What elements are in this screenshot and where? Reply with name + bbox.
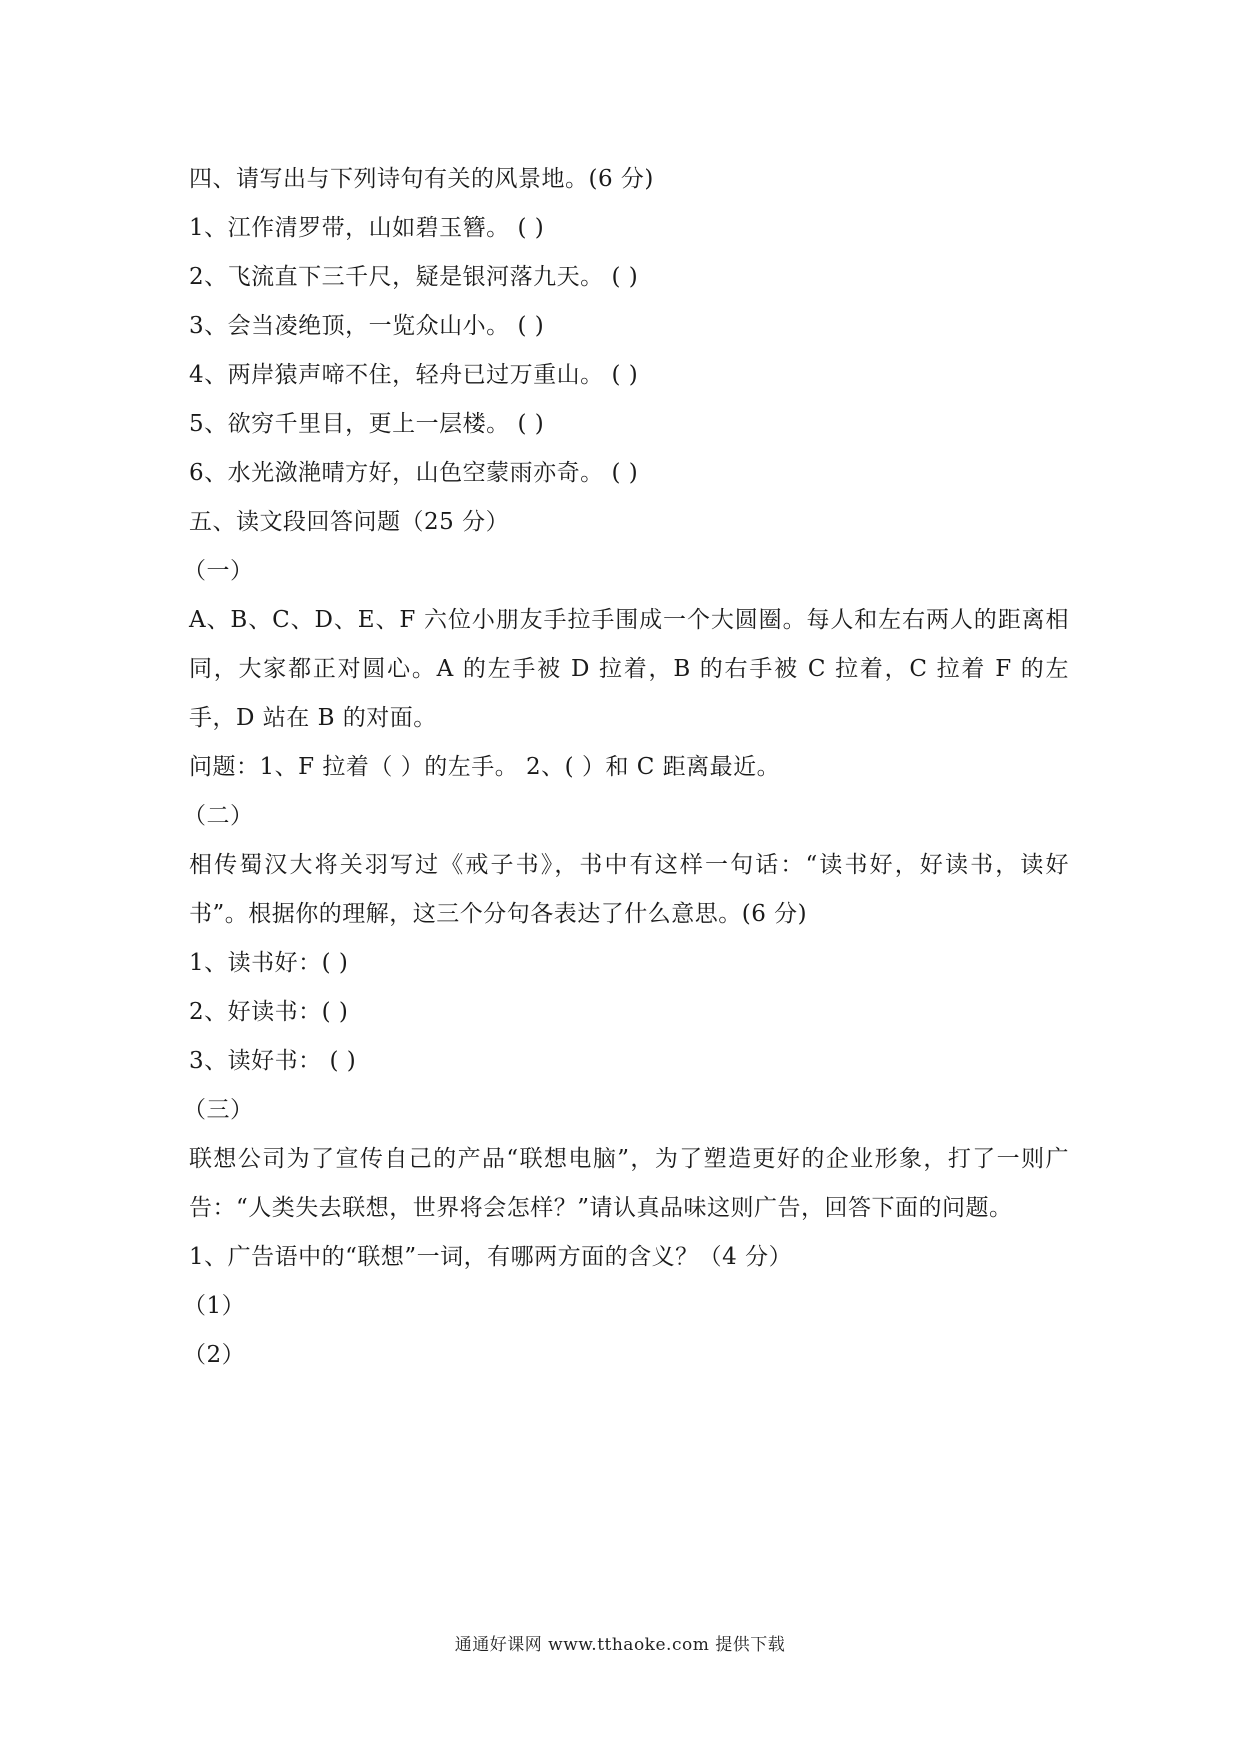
section5-heading: 五、读文段回答问题（25 分） bbox=[189, 509, 510, 535]
poem-question-1: 1、江作清罗带，山如碧玉簪。 ( ) bbox=[189, 215, 545, 241]
part3-question: 1、广告语中的“联想”一词，有哪两方面的含义？（4 分） bbox=[189, 1244, 793, 1270]
poem-question-5: 5、欲穷千里目，更上一层楼。 ( ) bbox=[189, 411, 545, 437]
part3-label: （三） bbox=[183, 1097, 254, 1123]
part2-passage: 相传蜀汉大将关羽写过《戒子书》，书中有这样一句话：“读书好，好读书，读好书”。根据你的理解，这三个分句各表达了什么意思。(6 分) bbox=[189, 852, 1069, 927]
part1-passage: A、B、C、D、E、F 六位小朋友手拉手围成一个大圆圈。每人和左右两人的距离相同，大家都正对圆心。A 的左手被 D 拉着，B 的右手被 C 拉着，C 拉着 F 的左手，D 站在 B 的对面。 bbox=[189, 607, 1069, 731]
part1-label: （一） bbox=[183, 558, 254, 584]
poem-question-3: 3、会当凌绝顶，一览众山小。 ( ) bbox=[189, 313, 545, 339]
part3-answer-1: （1） bbox=[183, 1293, 246, 1319]
part3-answer-2: （2） bbox=[183, 1342, 246, 1368]
page-footer: 通通好课网 www.tthaoke.com 提供下载 bbox=[454, 1635, 786, 1655]
part3-passage: 联想公司为了宣传自己的产品“联想电脑”，为了塑造更好的企业形象，打了一则广告：“人类失去联想，世界将会怎样？”请认真品味这则广告，回答下面的问题。 bbox=[189, 1146, 1069, 1221]
part2-item-2: 2、好读书：( ) bbox=[189, 999, 349, 1025]
part2-item-3: 3、读好书： ( ) bbox=[189, 1048, 357, 1074]
poem-question-6: 6、水光潋滟晴方好，山色空蒙雨亦奇。 ( ) bbox=[189, 460, 639, 486]
part2-label: （二） bbox=[183, 803, 254, 829]
poem-question-2: 2、飞流直下三千尺，疑是银河落九天。 ( ) bbox=[189, 264, 639, 290]
part2-item-1: 1、读书好：( ) bbox=[189, 950, 349, 976]
section4-heading: 四、请写出与下列诗句有关的风景地。(6 分) bbox=[189, 166, 654, 192]
page-content bbox=[183, 155, 1069, 1380]
poem-question-4: 4、两岸猿声啼不住，轻舟已过万重山。 ( ) bbox=[189, 362, 639, 388]
part1-question: 问题：1、F 拉着（ ）的左手。 2、( ）和 C 距离最近。 bbox=[189, 754, 781, 780]
